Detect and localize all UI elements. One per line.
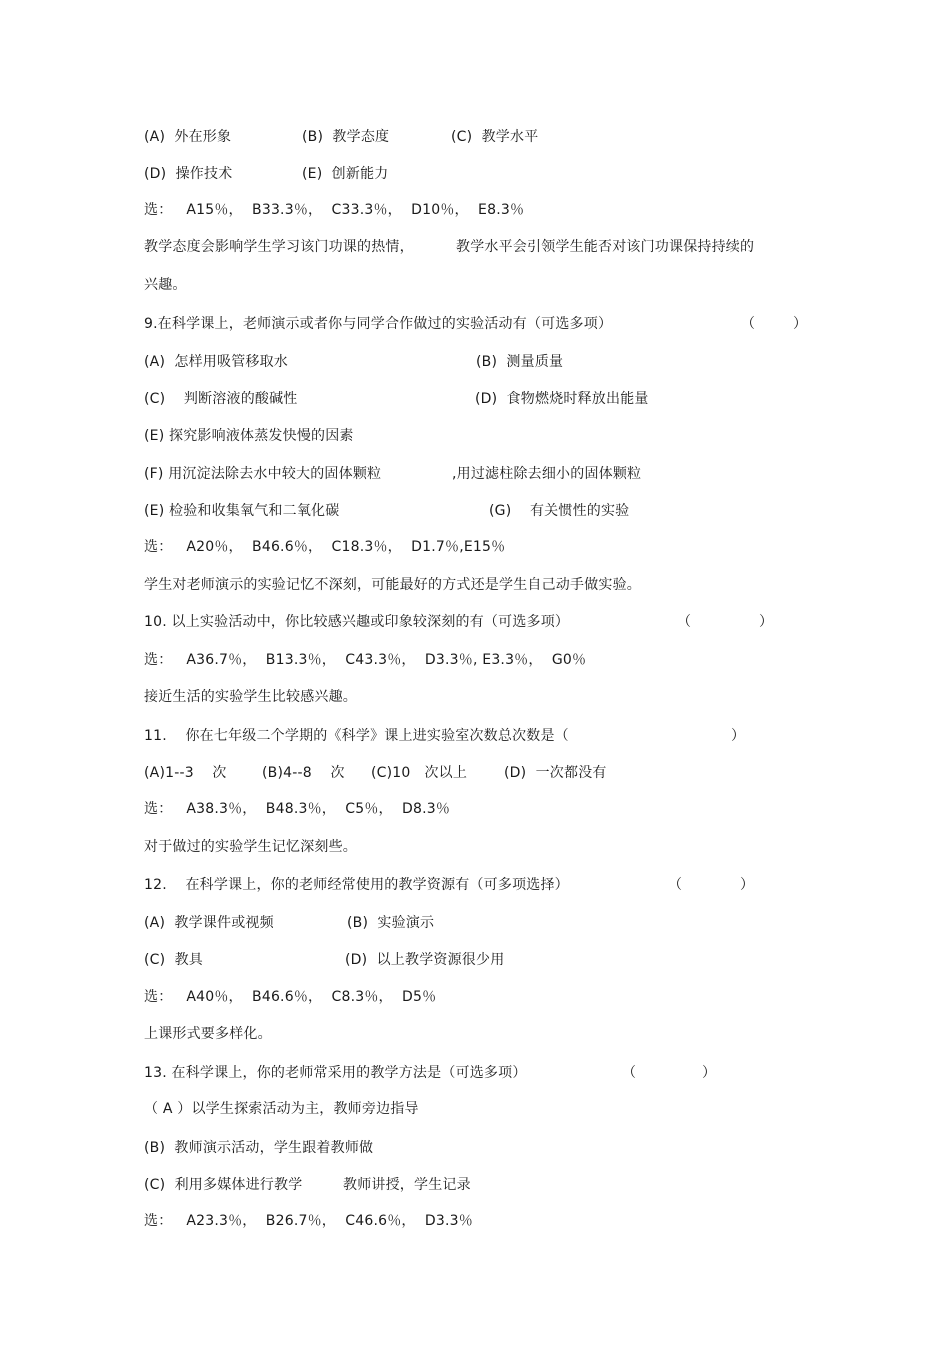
q13-answer-paren-close: ） xyxy=(702,1065,717,1081)
q10-question: 10. 以上实验活动中，你比较感兴趣或印象较深刻的有（可选多项） xyxy=(144,614,570,630)
q8-analysis-line2: 兴趣。 xyxy=(144,277,187,293)
q10-answer-paren-close: ） xyxy=(759,614,774,630)
q8-option-c: (C) 教学水平 xyxy=(451,129,539,145)
q11-result: 选： A38.3％， B48.3％， C5％， D8.3％ xyxy=(144,801,451,817)
q11-option-c: (C)10 次以上 xyxy=(371,765,468,781)
q12-option-c: (C) 教具 xyxy=(144,952,203,968)
q9-option-e2: (E) 检验和收集氧气和二氧化碳 xyxy=(144,503,340,519)
q12-question: 12. 在科学课上，你的老师经常使用的教学资源有（可多项选择） xyxy=(144,877,569,893)
q11-option-b: (B)4--8 次 xyxy=(262,765,345,781)
q12-result: 选： A40％， B46.6％， C8.3％， D5％ xyxy=(144,989,437,1005)
q9-analysis: 学生对老师演示的实验记忆不深刻，可能最好的方式还是学生自己动手做实验。 xyxy=(144,577,641,593)
q8-option-e: (E) 创新能力 xyxy=(302,166,389,182)
q13-option-a: （ A ）以学生探索活动为主，教师旁边指导 xyxy=(144,1101,419,1117)
q12-option-a: (A) 教学课件或视频 xyxy=(144,915,274,931)
q8-option-b: (B) 教学态度 xyxy=(302,129,390,145)
q9-option-d: (D) 食物燃烧时释放出能量 xyxy=(475,391,649,407)
q9-answer-paren-close: ） xyxy=(793,316,808,332)
q11-question: 11. 你在七年级二个学期的《科学》课上进实验室次数总次数是（ xyxy=(144,728,569,744)
q12-answer-paren-close: ） xyxy=(740,877,755,893)
q13-result: 选： A23.3％， B26.7％， C46.6％， D3.3％ xyxy=(144,1213,473,1229)
q12-analysis: 上课形式要多样化。 xyxy=(144,1026,272,1042)
q9-option-b: (B) 测量质量 xyxy=(476,354,564,370)
q9-option-f-part1: (F) 用沉淀法除去水中较大的固体颗粒 xyxy=(144,466,382,482)
q12-option-d: (D) 以上教学资源很少用 xyxy=(345,952,505,968)
q8-analysis-part1: 教学态度会影响学生学习该门功课的热情， xyxy=(144,239,414,255)
q11-answer-paren-close: ） xyxy=(731,728,746,744)
q12-option-b: (B) 实验演示 xyxy=(347,915,435,931)
q11-option-d: (D) 一次都没有 xyxy=(504,765,607,781)
q9-option-g: (G) 有关惯性的实验 xyxy=(489,503,630,519)
q9-option-e1: (E) 探究影响液体蒸发快慢的因素 xyxy=(144,428,354,444)
q9-option-f-part2: ,用过滤柱除去细小的固体颗粒 xyxy=(452,466,642,482)
q8-result: 选： A15％， B33.3％， C33.3％， D10％， E8.3％ xyxy=(144,202,525,218)
q8-analysis-part2: 教学水平会引领学生能否对该门功课保持持续的 xyxy=(456,239,755,255)
q10-analysis: 接近生活的实验学生比较感兴趣。 xyxy=(144,689,357,705)
q13-answer-paren-open: （ xyxy=(622,1065,637,1081)
q11-option-a: (A)1--3 次 xyxy=(144,765,227,781)
q9-answer-paren-open: （ xyxy=(741,316,756,332)
q8-option-d: (D) 操作技术 xyxy=(144,166,233,182)
q9-result: 选： A20％， B46.6％， C18.3％， D1.7％,E15％ xyxy=(144,539,506,555)
q11-analysis: 对于做过的实验学生记忆深刻些。 xyxy=(144,839,357,855)
q9-question: 9.在科学课上，老师演示或者你与同学合作做过的实验活动有（可选多项） xyxy=(144,316,613,332)
q9-option-c: (C) 判断溶液的酸碱性 xyxy=(144,391,298,407)
q10-result: 选： A36.7％， B13.3％， C43.3％， D3.3％, E3.3％， G0％ xyxy=(144,652,587,668)
q12-answer-paren-open: （ xyxy=(668,877,683,893)
q8-option-a: (A) 外在形象 xyxy=(144,129,232,145)
q10-answer-paren-open: （ xyxy=(677,614,692,630)
q13-question: 13. 在科学课上，你的老师常采用的教学方法是（可选多项） xyxy=(144,1065,527,1081)
q13-option-c-part2: 教师讲授，学生记录 xyxy=(343,1177,471,1193)
q13-option-c-part1: (C) 利用多媒体进行教学 xyxy=(144,1177,303,1193)
q13-option-b: (B) 教师演示活动，学生跟着教师做 xyxy=(144,1140,374,1156)
q9-option-a: (A) 怎样用吸管移取水 xyxy=(144,354,289,370)
